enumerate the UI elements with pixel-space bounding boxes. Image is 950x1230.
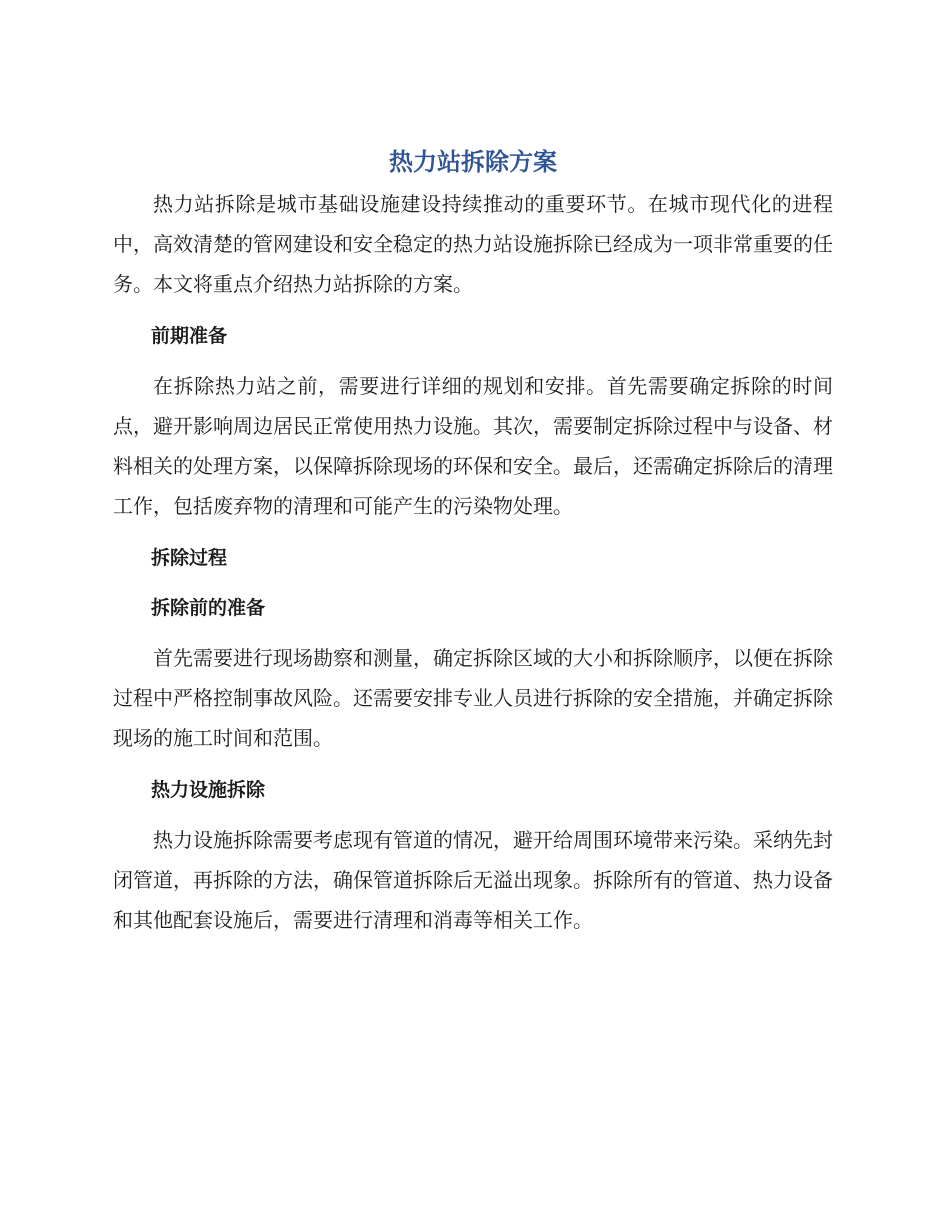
spacer (113, 810, 833, 820)
spacer (113, 758, 833, 770)
section-heading-facility-removal: 热力设施拆除 (151, 779, 266, 801)
section-body-facility-removal: 热力设施拆除需要考虑现有管道的情况，避开给周围环境带来污染。采纳先封闭管道，再拆除的方法，确保管道拆除后无溢出现象。拆除所有的管道、热力设备和其他配套设施后，需要进行清理和消毒等相关工作。 (113, 828, 833, 932)
section-heading-preparation: 前期准备 (151, 325, 228, 347)
section-heading-pre-demolition: 拆除前的准备 (151, 597, 266, 619)
document-page (113, 140, 833, 940)
section-body-preparation: 在拆除热力站之前，需要进行详细的规划和安排。首先需要确定拆除的时间点，避开影响周边居民正常使用热力设施。其次，需要制定拆除过程中与设备、材料相关的处理方案，以保障拆除现场的环保和安全。最后，还需确定拆除后的清理工作，包括废弃物的清理和可能产生的污染物处理。 (113, 374, 833, 518)
intro-paragraph: 热力站拆除是城市基础设施建设持续推动的重要环节。在城市现代化的进程中，高效清楚的管网建设和安全稳定的热力站设施拆除已经成为一项非常重要的任务。本文将重点介绍热力站拆除的方案。 (113, 192, 833, 296)
spacer (113, 526, 833, 538)
spacer (113, 304, 833, 316)
section-heading-process: 拆除过程 (151, 547, 228, 569)
spacer (113, 628, 833, 638)
spacer (113, 356, 833, 366)
document-title: 热力站拆除方案 (389, 148, 557, 176)
spacer (113, 578, 833, 588)
section-body-pre-demolition: 首先需要进行现场勘察和测量，确定拆除区域的大小和拆除顺序，以便在拆除过程中严格控制事故风险。还需要安排专业人员进行拆除的安全措施，并确定拆除现场的施工时间和范围。 (113, 646, 833, 750)
